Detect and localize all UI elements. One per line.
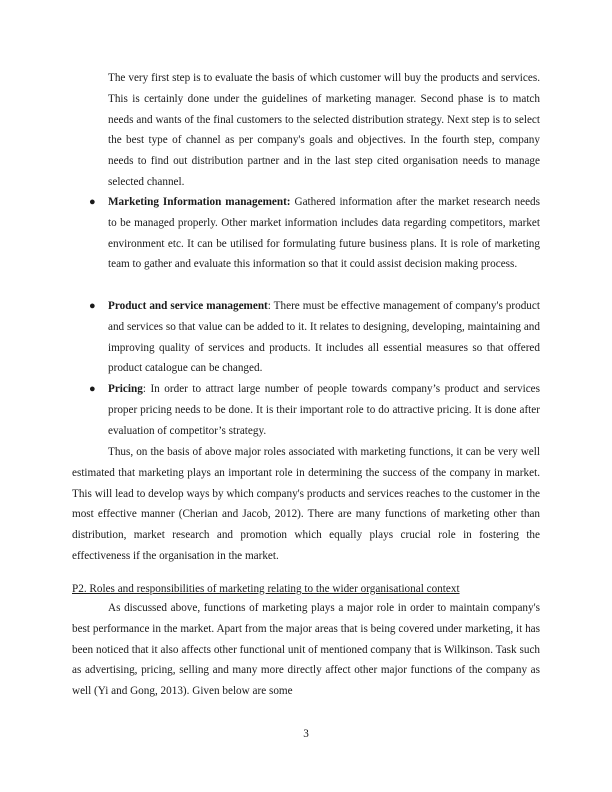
bullet-text: Gathered information after the market research needs to be managed properly. Other market information includes data regarding competitors, market environment etc. It can be utilised for formulating future business plans. It is role of marketing team to gather and evaluate this information so that it could assist decision making process. bbox=[108, 196, 540, 271]
bullet-dot-icon: ● bbox=[89, 383, 96, 395]
bullet-text: : There must be effective management of company's product and services so that value can be added to it. It relates to designing, developing, maintaining and improving quality of services and products. It includes all essential measures so that offered product catalogue can be changed. bbox=[108, 300, 540, 375]
continuation-paragraph: The very first step is to evaluate the basis of which customer will buy the products and services. This is certainly done under the guidelines of marketing manager. Second phase is to match needs and wants of the final customers to the selected distribution strategy. Next step is to select the best type of channel as per company's goals and objectives. In the fourth step, company needs to find out distribution partner and in the last step cited organisation needs to manage selected channel. bbox=[108, 72, 540, 188]
bullet-term: Product and service management bbox=[108, 300, 268, 312]
bullet-dot-icon: ● bbox=[89, 300, 96, 312]
section-heading: P2. Roles and responsibilities of marketing relating to the wider organisational context bbox=[72, 583, 460, 595]
bullet-text: : In order to attract large number of people towards company’s product and services proper pricing needs to be done. It is their important role to do attractive pricing. It is done after evaluation of competitor’s strategy. bbox=[108, 383, 540, 437]
section-paragraph: As discussed above, functions of marketing plays a major role in order to maintain company's best performance in the market. Apart from the major areas that is being covered under marketing, it has been noticed that it also affects other functional unit of mentioned company that is Wilkinson. Task such as advertising, pricing, selling and many more directly affect other major functions of the company as well (Yi and Gong, 2013). Given below are some bbox=[72, 602, 540, 698]
bullet-term: Marketing Information management: bbox=[108, 196, 291, 208]
conclusion-paragraph: Thus, on the basis of above major roles associated with marketing functions, it can be very well estimated that marketing plays an important role in determining the success of the company in market. This will lead to develop ways by which company's products and services reaches to the customer in the most effective manner (Cherian and Jacob, 2012). There are many functions of marketing other than distribution, market research and promotion which equally plays crucial role in fostering the effectiveness if the organisation in the market. bbox=[72, 446, 540, 562]
bullet-item-pricing bbox=[108, 379, 540, 441]
bullet-item-product-service bbox=[108, 296, 540, 379]
bullet-term: Pricing bbox=[108, 383, 143, 395]
page-number: 3 bbox=[303, 728, 309, 740]
bullet-dot-icon: ● bbox=[89, 196, 96, 208]
bullet-item-marketing-information bbox=[108, 192, 540, 275]
